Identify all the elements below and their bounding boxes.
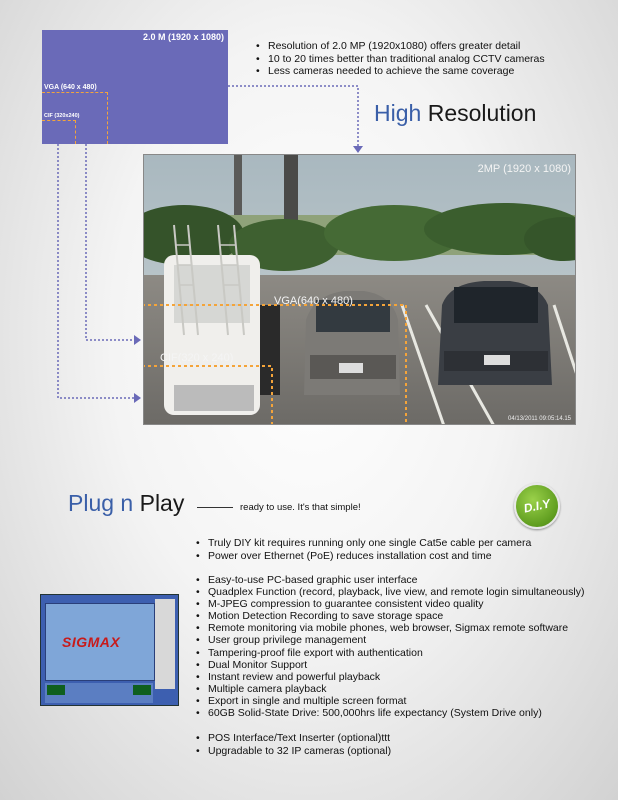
sigmax-logo: SIGMAX [62, 634, 121, 650]
label-cif: CIF (320x240) [44, 113, 80, 119]
list-item: • M-JPEG compression to guarantee consistent video quality [196, 598, 584, 610]
diy-badge-text: D.I.Y [522, 496, 552, 516]
parking-lot-scene [144, 155, 576, 425]
software-status-display [133, 685, 151, 695]
list-item: • Easy-to-use PC-based graphic user interface [196, 574, 584, 586]
software-main-view [45, 603, 155, 681]
list-item: • Remote monitoring via mobile phones, web browser, Sigmax remote software [196, 622, 584, 634]
list-item: • Truly DIY kit requires running only one single Cat5e cable per camera [196, 537, 531, 550]
feature-list-3 [196, 732, 391, 757]
list-item: • Motion Detection Recording to save storage space [196, 610, 584, 622]
camera-sample-photo [143, 154, 576, 425]
list-item: • Dual Monitor Support [196, 659, 584, 671]
list-item: • 60GB Solid-State Drive: 500,000hrs life expectancy (System Drive only) [196, 707, 584, 719]
list-item: • Resolution of 2.0 MP (1920x1080) offers greater detail [256, 40, 545, 53]
overlay-cif-label: CIF(320 x 240) [160, 352, 234, 364]
photo-timestamp: 04/13/2011 09:05:14.15 [508, 416, 571, 422]
list-item: • POS Interface/Text Inserter (optional)ttt [196, 732, 391, 745]
list-item: • Tampering-proof file export with authentication [196, 647, 584, 659]
high-resolution-heading [374, 100, 536, 127]
feature-list-2 [196, 574, 584, 719]
software-bottom-bar [45, 683, 153, 703]
heading-word-high: High [374, 100, 422, 126]
label-2mp: 2.0 M (1920 x 1080) [142, 32, 224, 42]
plug-n-play-heading [68, 490, 184, 517]
software-clock-display [47, 685, 65, 695]
list-item: • Less cameras needed to achieve the same coverage [256, 65, 545, 78]
diy-badge [514, 483, 560, 529]
software-side-panel [155, 599, 175, 689]
heading-word-play: Play [139, 490, 185, 516]
list-item: • Upgradable to 32 IP cameras (optional) [196, 745, 391, 758]
list-item: • 10 to 20 times better than traditional analog CCTV cameras [256, 53, 545, 66]
heading-word-plug-n: Plug n [68, 490, 134, 516]
overlay-vga-label: VGA(640 x 480) [274, 295, 353, 307]
feature-list-1 [196, 537, 531, 562]
list-item: • Instant review and powerful playback [196, 671, 584, 683]
divider-line [197, 507, 233, 508]
list-item: • Multiple camera playback [196, 683, 584, 695]
list-item: • Export in single and multiple screen format [196, 695, 584, 707]
list-item: • Power over Ethernet (PoE) reduces installation cost and time [196, 550, 531, 563]
software-screenshot [40, 594, 179, 706]
resolution-bullets [256, 40, 545, 78]
overlay-2mp-label: 2MP (1920 x 1080) [477, 163, 571, 175]
plug-n-play-tagline: ready to use. It's that simple! [240, 502, 361, 513]
list-item: • User group privilege management [196, 634, 584, 646]
label-vga: VGA (640 x 480) [44, 84, 97, 91]
list-item: • Quadplex Function (record, playback, live view, and remote login simultaneously) [196, 586, 584, 598]
heading-word-resolution: Resolution [427, 100, 537, 126]
